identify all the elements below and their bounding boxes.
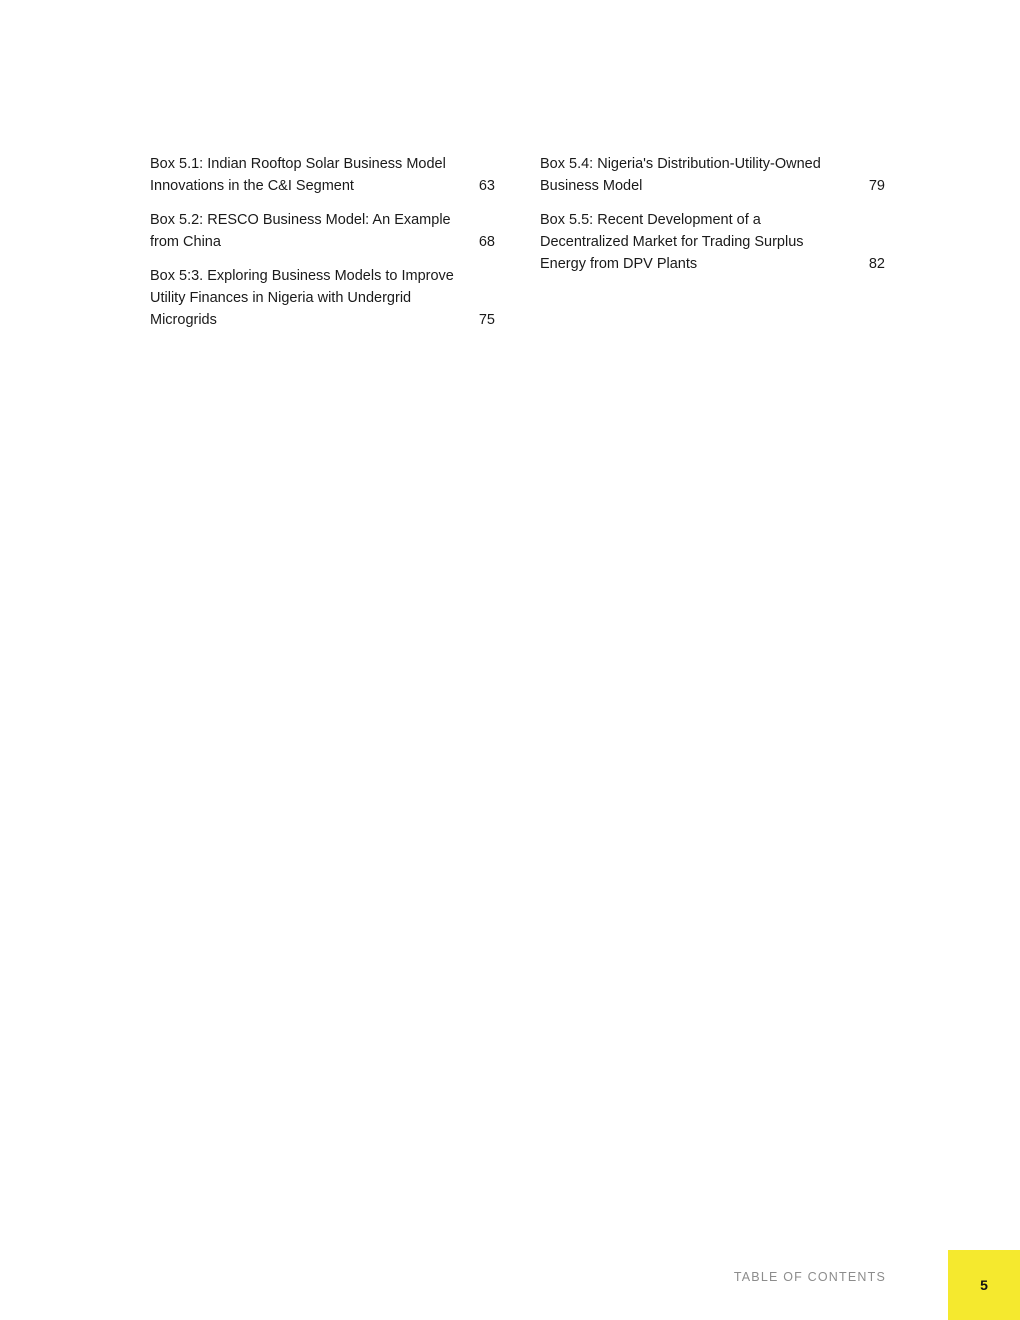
toc-entry-title: Box 5.2: RESCO Business Model: An Example from China (150, 212, 451, 250)
toc-entry-title: Box 5.5: Recent Development of a Decentralized Market for Trading Surplus Energy from DPV Plants (540, 212, 804, 272)
toc-entry-box-5-4[interactable] (540, 153, 885, 197)
toc-left-column (150, 153, 495, 343)
toc-entry-page: 68 (478, 234, 495, 250)
footer-section-label: TABLE OF CONTENTS (733, 1270, 886, 1284)
toc-entry-box-5-3[interactable] (150, 265, 495, 331)
toc-entry-title: Box 5:3. Exploring Business Models to Improve Utility Finances in Nigeria with Undergrid Microgrids (150, 268, 454, 328)
toc-entry-box-5-5[interactable] (540, 209, 885, 275)
toc-entry-title: Box 5.1: Indian Rooftop Solar Business Model Innovations in the C&I Segment (150, 156, 446, 194)
toc-entry-title: Box 5.4: Nigeria's Distribution-Utility-Owned Business Model (540, 156, 821, 194)
toc-right-column (540, 153, 885, 287)
toc-entry-box-5-1[interactable] (150, 153, 495, 197)
toc-entry-page: 75 (478, 312, 495, 328)
toc-entry-page: 63 (478, 178, 495, 194)
page-number-badge (948, 1250, 1020, 1320)
toc-entry-page: 79 (868, 178, 885, 194)
page-number: 5 (980, 1277, 988, 1293)
toc-entry-box-5-2[interactable] (150, 209, 495, 253)
toc-entry-page: 82 (868, 256, 885, 272)
